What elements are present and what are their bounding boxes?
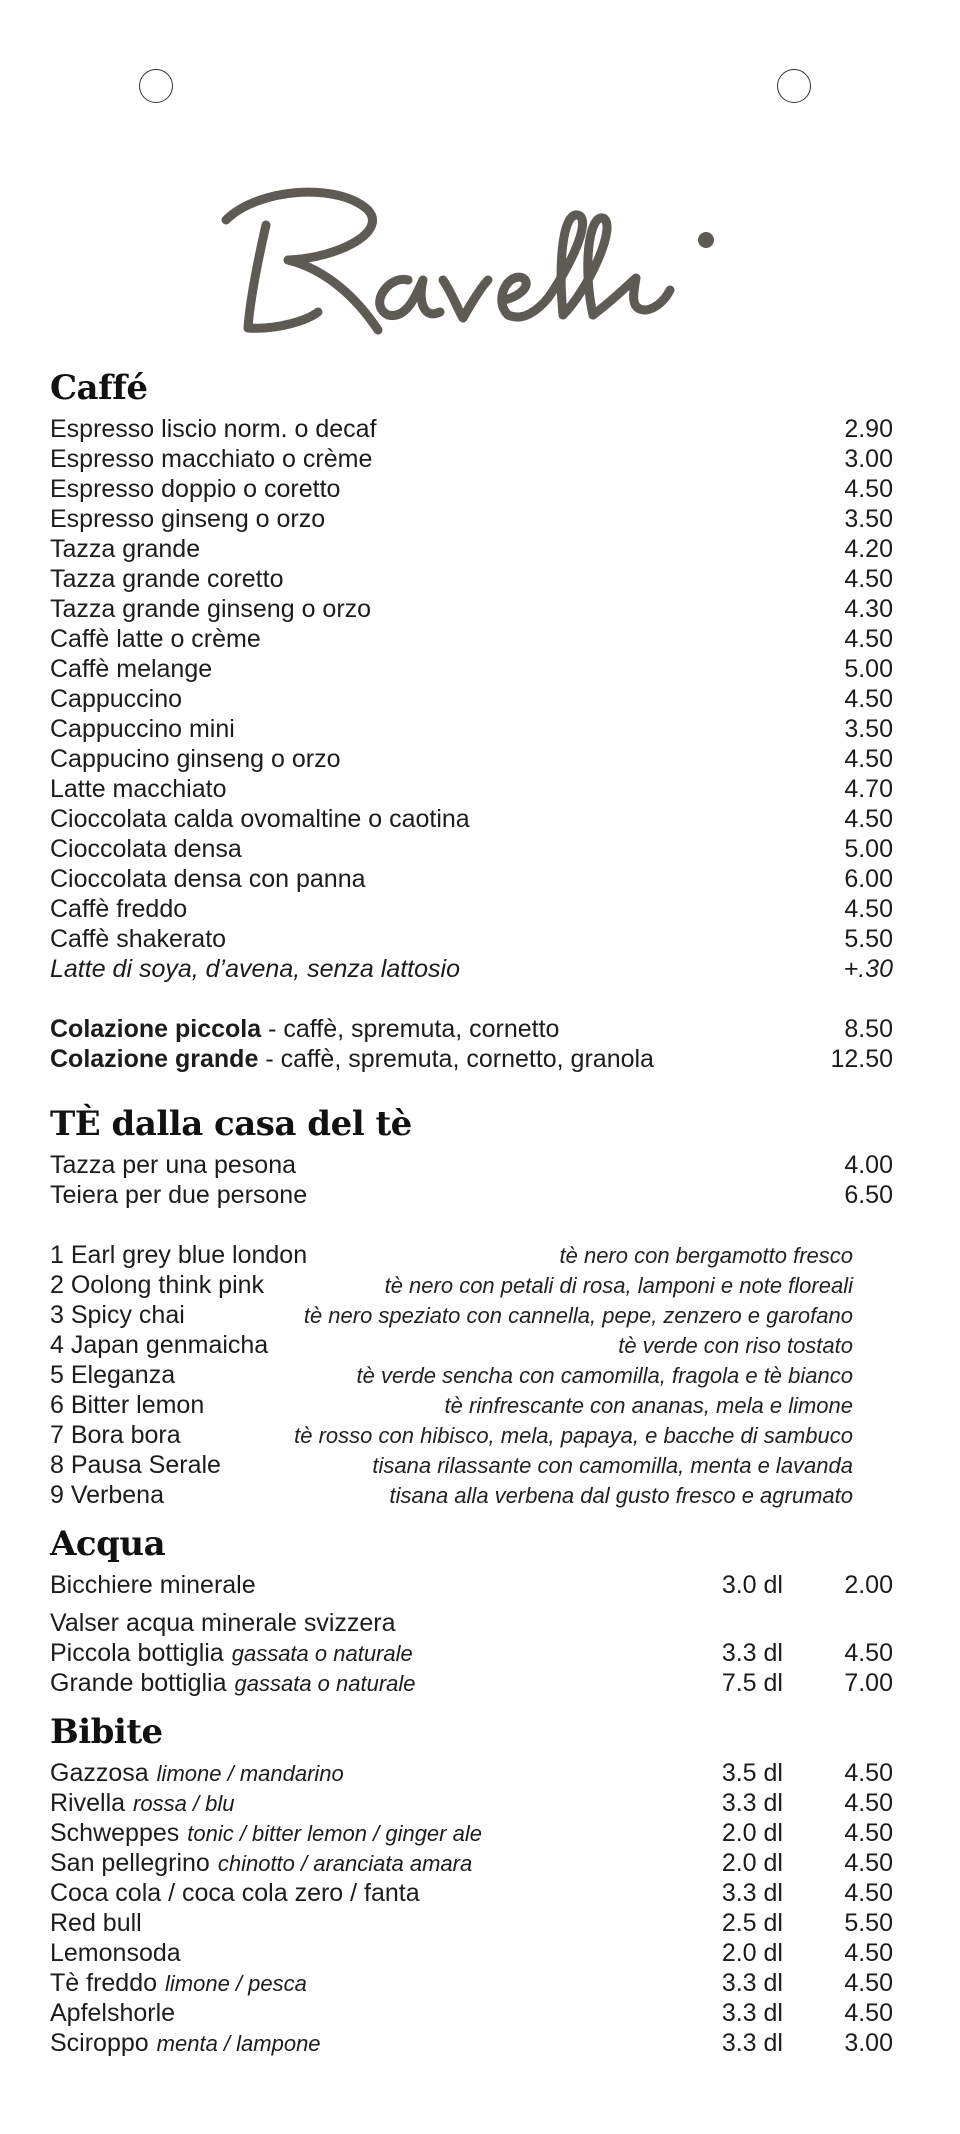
menu-item: Espresso ginseng o orzo 3.50	[50, 505, 893, 533]
menu-item: Coca cola / coca cola zero / fanta 3.3 dl 4.50	[50, 1879, 893, 1907]
menu-item: San pellegrino chinotto / aranciata amara 2.0 dl 4.50	[50, 1849, 893, 1877]
menu-item-heading: Valser acqua minerale svizzera	[50, 1609, 396, 1637]
list-item: 6 Bitter lemon tè rinfrescante con ananas, mela e limone	[50, 1391, 853, 1419]
menu-item: Caffè freddo 4.50	[50, 895, 893, 923]
list-item: 1 Earl grey blue london tè nero con bergamotto fresco	[50, 1241, 853, 1269]
section-title-bibite: Bibite	[50, 1712, 163, 1752]
list-item: 8 Pausa Serale tisana rilassante con camomilla, menta e lavanda	[50, 1451, 853, 1479]
menu-item: Tazza grande 4.20	[50, 535, 893, 563]
menu-item: Caffè melange 5.00	[50, 655, 893, 683]
menu-item: Red bull 2.5 dl 5.50	[50, 1909, 893, 1937]
menu-item: Caffè shakerato 5.50	[50, 925, 893, 953]
menu-item: Colazione grande - caffè, spremuta, cornetto, granola 12.50	[50, 1045, 893, 1073]
list-item: 7 Bora bora tè rosso con hibisco, mela, papaya, e bacche di sambuco	[50, 1421, 853, 1449]
te-sizes	[50, 1150, 893, 1210]
menu-item: Gazzosa limone / mandarino 3.5 dl 4.50	[50, 1759, 893, 1787]
menu-item: Cappuccino mini 3.50	[50, 715, 893, 743]
bibite-list	[50, 1758, 893, 2058]
menu-item: Rivella rossa / blu 3.3 dl 4.50	[50, 1789, 893, 1817]
menu-item: Tè freddo limone / pesca 3.3 dl 4.50	[50, 1969, 893, 1997]
menu-item: Piccola bottiglia gassata o naturale 3.3 dl 4.50	[50, 1639, 893, 1667]
menu-item: Espresso macchiato o crème 3.00	[50, 445, 893, 473]
menu-item: Teiera per due persone 6.50	[50, 1181, 893, 1209]
list-item: 4 Japan genmaicha tè verde con riso tostato	[50, 1331, 853, 1359]
acqua-list	[50, 1570, 893, 1698]
menu-item: Tazza grande ginseng o orzo 4.30	[50, 595, 893, 623]
menu-item: Cappuccino 4.50	[50, 685, 893, 713]
section-title-acqua: Acqua	[50, 1524, 166, 1564]
menu-item: Cioccolata densa con panna 6.00	[50, 865, 893, 893]
menu-item: Cioccolata densa 5.00	[50, 835, 893, 863]
list-item: 3 Spicy chai tè nero speziato con cannella, pepe, zenzero e garofano	[50, 1301, 853, 1329]
list-item: 9 Verbena tisana alla verbena dal gusto fresco e agrumato	[50, 1481, 853, 1509]
menu-item: Tazza grande coretto 4.50	[50, 565, 893, 593]
section-title-te: TÈ dalla casa del tè	[50, 1104, 412, 1144]
menu-item: Cappucino ginseng o orzo 4.50	[50, 745, 893, 773]
section-title-caffe: Caffé	[50, 368, 148, 408]
menu-item: Cioccolata calda ovomaltine o caotina 4.50	[50, 805, 893, 833]
punch-hole-left	[139, 69, 173, 103]
menu-item: Caffè latte o crème 4.50	[50, 625, 893, 653]
menu-item: Schweppes tonic / bitter lemon / ginger ale 2.0 dl 4.50	[50, 1819, 893, 1847]
menu-item: Lemonsoda 2.0 dl 4.50	[50, 1939, 893, 1967]
menu-item: Tazza per una pesona 4.00	[50, 1151, 893, 1179]
list-item: 2 Oolong think pink tè nero con petali di rosa, lamponi e note floreali	[50, 1271, 853, 1299]
menu-item: Apfelshorle 3.3 dl 4.50	[50, 1999, 893, 2027]
menu-item: Latte macchiato 4.70	[50, 775, 893, 803]
menu-item: Bicchiere minerale 3.0 dl 2.00	[50, 1571, 893, 1599]
menu-item-extra: Latte di soya, d’avena, senza lattosio +.30	[50, 955, 893, 983]
menu-item: Grande bottiglia gassata o naturale 7.5 dl 7.00	[50, 1669, 893, 1697]
punch-hole-right	[777, 69, 811, 103]
menu-item: Colazione piccola - caffè, spremuta, cornetto 8.50	[50, 1015, 893, 1043]
menu-item: Sciroppo menta / lampone 3.3 dl 3.00	[50, 2029, 893, 2057]
list-item: 5 Eleganza tè verde sencha con camomilla, fragola e tè bianco	[50, 1361, 853, 1389]
ravelli-logo	[218, 180, 738, 345]
menu-item: Espresso doppio o coretto 4.50	[50, 475, 893, 503]
te-varieties	[50, 1240, 893, 1510]
caffe-list	[50, 414, 893, 984]
colazione-list	[50, 1014, 893, 1074]
menu-item: Espresso liscio norm. o decaf 2.90	[50, 415, 893, 443]
menu-content	[50, 362, 893, 2058]
